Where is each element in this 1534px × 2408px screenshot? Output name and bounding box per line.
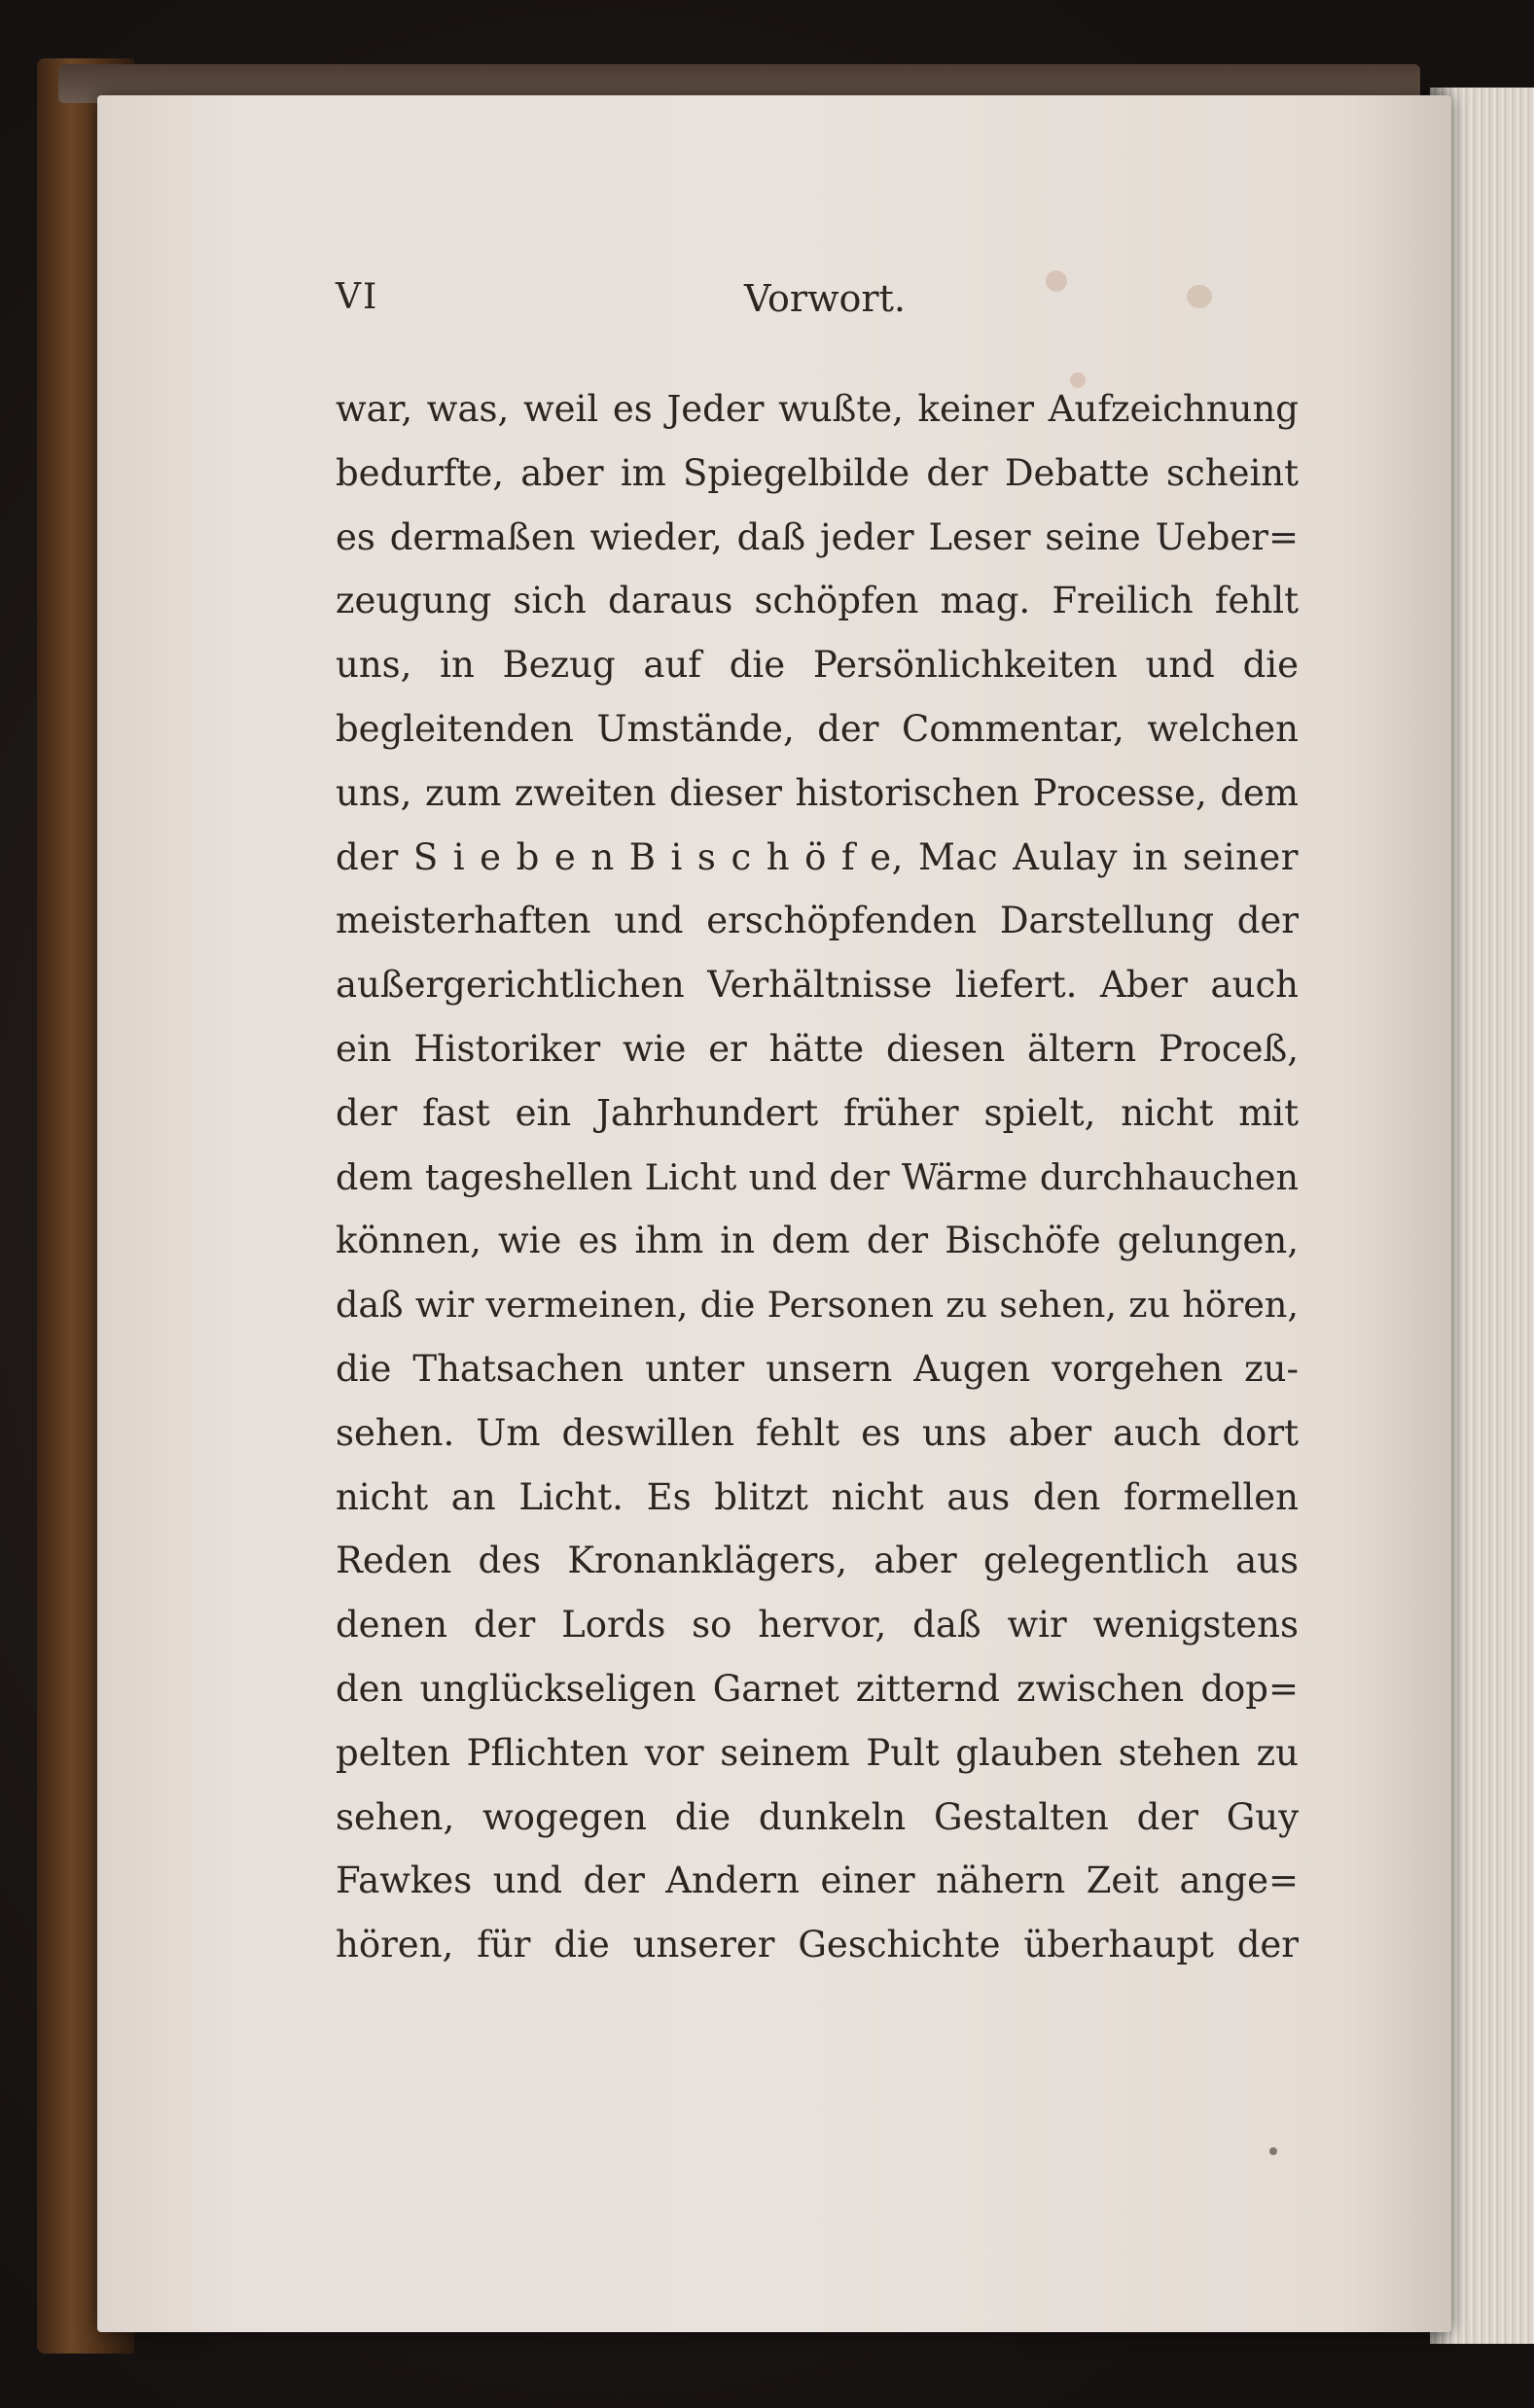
text-line: war, was, weil es Jeder wußte, keiner Aufzeichnung <box>336 388 1299 430</box>
text-line: sehen, wogegen die dunkeln Gestalten der Guy <box>336 1795 1299 1838</box>
body-text <box>336 377 1299 1977</box>
text-line: können, wie es ihm in dem der Bischöfe gelungen, <box>336 1220 1299 1262</box>
text-line: der S i e b e n B i s c h ö f e, Mac Aulay in seiner <box>336 835 1299 878</box>
text-line: uns, zum zweiten dieser historischen Processe, dem <box>336 771 1299 814</box>
running-head: Vorwort. <box>744 277 906 320</box>
text-line: pelten Pflichten vor seinem Pult glauben stehen zu <box>336 1731 1299 1774</box>
text-line: daß wir vermeinen, die Personen zu sehen, zu hören, <box>336 1284 1299 1327</box>
text-line: zeugung sich daraus schöpfen mag. Freilich fehlt <box>336 580 1299 622</box>
text-line: begleitenden Umstände, der Commentar, welchen <box>336 707 1299 750</box>
text-line: uns, in Bezug auf die Persönlichkeiten und die <box>336 644 1299 687</box>
text-line: dem tageshellen Licht und der Wärme durchhauchen <box>336 1155 1299 1198</box>
text-line: die Thatsachen unter unsern Augen vorgehen zu- <box>336 1347 1299 1390</box>
page-header <box>336 277 1299 336</box>
text-line: Fawkes und der Andern einer nähern Zeit ange= <box>336 1859 1299 1902</box>
text-line: bedurfte, aber im Spiegelbilde der Debatte scheint <box>336 451 1299 494</box>
text-line: der fast ein Jahrhundert früher spielt, nicht mit <box>336 1091 1299 1134</box>
text-line: es dermaßen wieder, daß jeder Leser seine Ueber= <box>336 515 1299 558</box>
text-line: Reden des Kronanklägers, aber gelegentlich aus <box>336 1540 1299 1582</box>
text-line: nicht an Licht. Es blitzt nicht aus den formellen <box>336 1475 1299 1518</box>
text-line: den unglückseligen Garnet zitternd zwischen dop= <box>336 1667 1299 1710</box>
text-line: denen der Lords so hervor, daß wir wenigstens <box>336 1604 1299 1647</box>
text-line: meisterhaften und erschöpfenden Darstellung der <box>336 900 1299 942</box>
page-number: VI <box>336 277 379 317</box>
text-line: sehen. Um deswillen fehlt es uns aber auch dort <box>336 1411 1299 1454</box>
text-line: ein Historiker wie er hätte diesen ältern Proceß, <box>336 1027 1299 1070</box>
text-line: außergerichtlichen Verhältnisse liefert. Aber auch <box>336 964 1299 1007</box>
text-line: hören, für die unserer Geschichte überhaupt der <box>336 1924 1299 1966</box>
foxing-spot <box>1269 2147 1277 2155</box>
